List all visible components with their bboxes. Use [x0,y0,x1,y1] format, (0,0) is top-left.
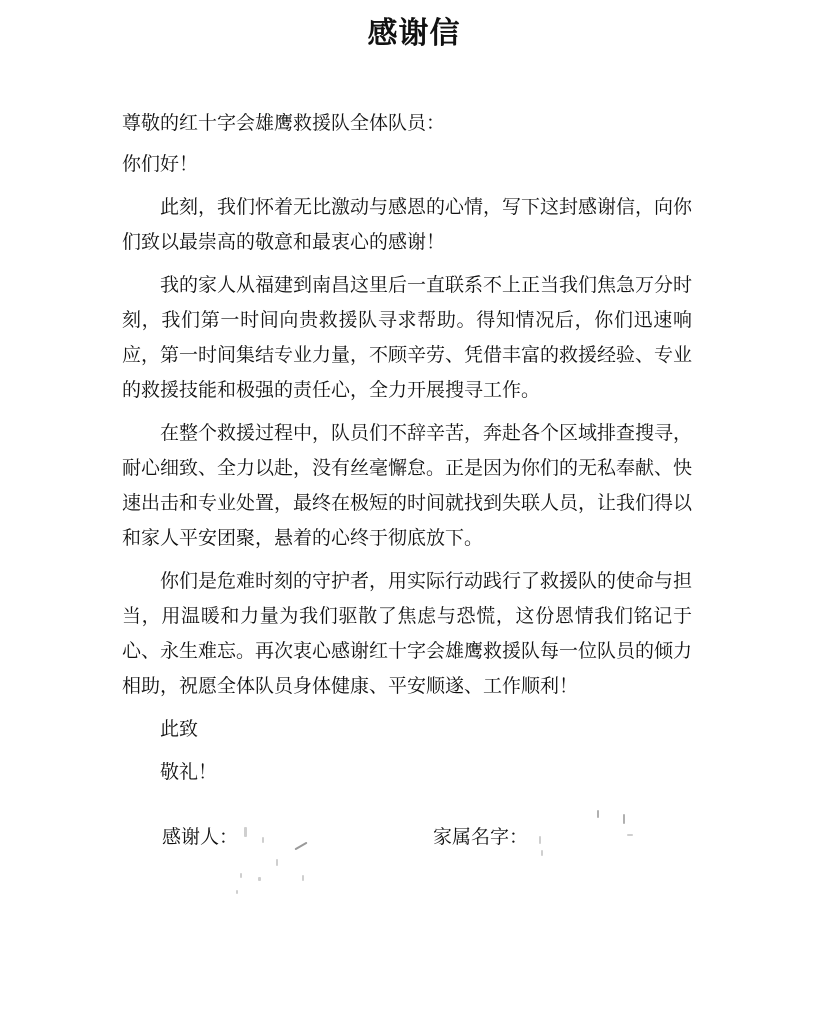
letter-body [122,106,692,798]
letter-closing-salute: 敬礼！ [160,761,218,783]
letter-title: 感谢信 [367,16,461,51]
letter-paragraph-1: 此刻，我们怀着无比激动与感恩的心情，写下这封感谢信，向你们致以最崇高的敬意和最衷心的感谢！ [122,196,693,253]
letter-paragraph-3: 在整个救援过程中，队员们不辞辛苦，奔赴各个区域排查搜寻，耐心细致、全力以赴，没有丝毫懈怠。正是因为你们的无私奉献、快速出击和专业处置，最终在极短的时间就找到失联人员，让我们得以和家人平安团聚，悬着的心终于彻底放下。 [122,422,693,549]
family-name-label: 家属名字： [433,826,529,848]
letter-greeting: 你们好！ [122,153,199,175]
letter-salutation: 尊敬的红十字会雄鹰救援队全体队员： [122,112,446,134]
redacted-signer-name [232,815,332,900]
letter-closing-regards: 此致 [160,718,199,740]
signer-label: 感谢人： [162,826,239,848]
letter-paragraph-2: 我的家人从福建到南昌这里后一直联系不上正当我们焦急万分时刻，我们第一时间向贵救援队寻求帮助。得知情况后，你们迅速响应，第一时间集结专业力量，不顾辛劳、凭借丰富的救援经验、专业的救援技能和极强的责任心，全力开展搜寻工作。 [122,274,693,401]
letter-paragraph-4: 你们是危难时刻的守护者，用实际行动践行了救援队的使命与担当，用温暖和力量为我们驱散了焦虑与恐慌，这份恩情我们铭记于心、永生难忘。再次衷心感谢红十字会雄鹰救援队每一位队员的倾力相助，祝愿全体队员身体健康、平安顺遂、工作顺利！ [122,570,693,697]
redacted-family-name [535,808,645,868]
